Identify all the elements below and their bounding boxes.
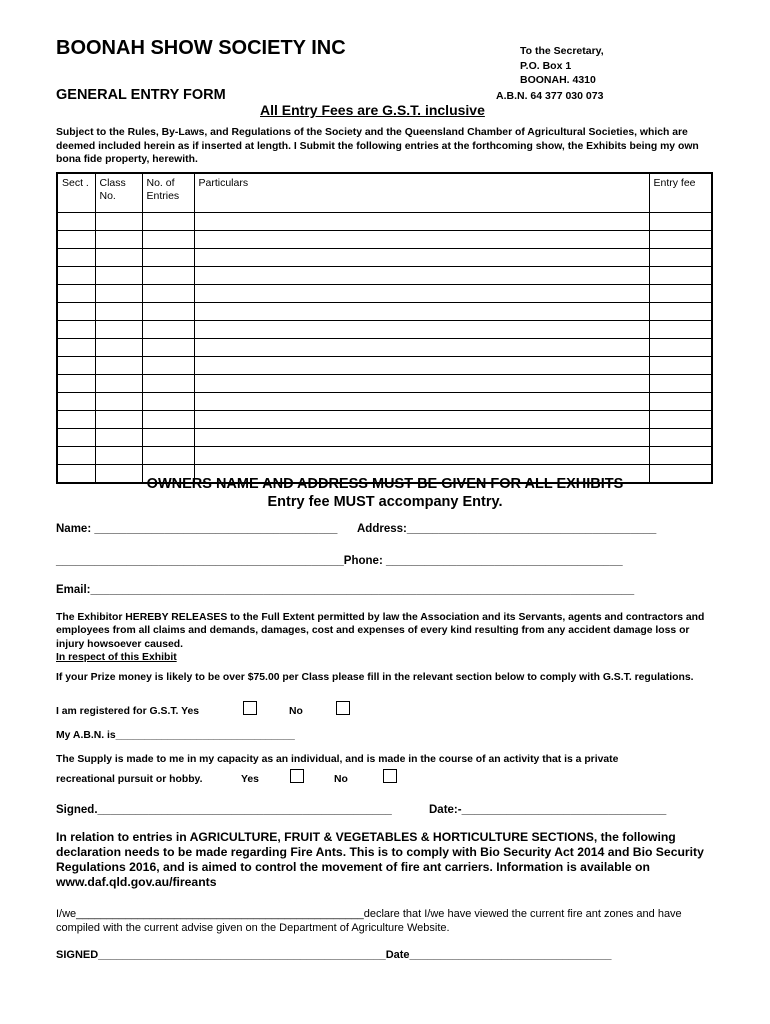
fees-note: All Entry Fees are G.S.T. inclusive: [260, 102, 485, 118]
entry-cell[interactable]: [57, 249, 95, 267]
po-box-line: P.O. Box 1: [520, 60, 572, 72]
owners-notice: OWNERS NAME AND ADDRESS MUST BE GIVEN FOR ALL EXHIBITS: [146, 476, 624, 492]
entry-cell[interactable]: [142, 411, 194, 429]
entry-cell[interactable]: [142, 321, 194, 339]
release-paragraph: [56, 611, 716, 664]
entry-cell[interactable]: [194, 321, 649, 339]
entry-cell[interactable]: [95, 375, 142, 393]
table-row: [57, 447, 712, 465]
entry-cell[interactable]: [95, 393, 142, 411]
supply-text: The Supply is made to me in my capacity as an individual, and is made in the course of an activity that is a private: [56, 754, 619, 765]
entry-cell[interactable]: [194, 267, 649, 285]
entry-cell[interactable]: [57, 285, 95, 303]
col-particulars: Particulars: [194, 173, 649, 213]
entry-cell[interactable]: [95, 411, 142, 429]
entry-cell[interactable]: [142, 249, 194, 267]
entry-cell[interactable]: [57, 321, 95, 339]
entry-cell[interactable]: [142, 357, 194, 375]
entry-cell[interactable]: [142, 231, 194, 249]
entry-cell[interactable]: [95, 231, 142, 249]
abn-field[interactable]: My A.B.N. is_______________________________: [56, 730, 295, 741]
entry-cell[interactable]: [95, 447, 142, 465]
entry-cell[interactable]: [57, 411, 95, 429]
entry-cell[interactable]: [649, 321, 712, 339]
table-row: [57, 357, 712, 375]
address-field[interactable]: Address:_______________________________________: [357, 523, 657, 535]
entry-cell[interactable]: [194, 429, 649, 447]
entry-cell[interactable]: [142, 303, 194, 321]
entry-cell[interactable]: [194, 357, 649, 375]
entry-cell[interactable]: [57, 303, 95, 321]
entry-cell[interactable]: [194, 285, 649, 303]
entry-cell[interactable]: [95, 357, 142, 375]
entry-cell[interactable]: [142, 285, 194, 303]
entry-cell[interactable]: [142, 267, 194, 285]
entry-cell[interactable]: [649, 285, 712, 303]
entry-cell[interactable]: [142, 375, 194, 393]
entry-cell[interactable]: [649, 339, 712, 357]
table-row: [57, 393, 712, 411]
gst-yes-checkbox[interactable]: [243, 701, 257, 715]
entries-table: [56, 172, 713, 484]
entry-cell[interactable]: [194, 231, 649, 249]
entry-cell[interactable]: [95, 213, 142, 231]
entry-cell[interactable]: [649, 411, 712, 429]
abn-number: A.B.N. 64 377 030 073: [496, 90, 604, 102]
town-line: BOONAH. 4310: [520, 74, 596, 86]
form-title: BOONAH SHOW SOCIETY INC: [56, 37, 346, 59]
recreational-label: recreational pursuit or hobby.: [56, 774, 203, 785]
table-row: [57, 375, 712, 393]
entry-cell[interactable]: [57, 231, 95, 249]
entry-cell[interactable]: [142, 429, 194, 447]
entry-cell[interactable]: [95, 267, 142, 285]
entry-cell[interactable]: [142, 339, 194, 357]
entry-cell[interactable]: [57, 357, 95, 375]
entry-cell[interactable]: [194, 339, 649, 357]
col-entries: No. of Entries: [142, 173, 194, 213]
col-entry-fee: Entry fee: [649, 173, 712, 213]
entry-cell[interactable]: [57, 429, 95, 447]
entry-cell[interactable]: [194, 375, 649, 393]
entry-cell[interactable]: [649, 303, 712, 321]
table-row: [57, 213, 712, 231]
entry-cell[interactable]: [142, 447, 194, 465]
table-header-row: [57, 173, 712, 213]
entry-cell[interactable]: [649, 393, 712, 411]
entry-cell[interactable]: [57, 447, 95, 465]
hobby-yes-checkbox[interactable]: [290, 769, 304, 783]
entry-cell[interactable]: [649, 429, 712, 447]
entry-cell[interactable]: [57, 375, 95, 393]
table-row: [57, 411, 712, 429]
table-row: [57, 285, 712, 303]
entry-cell[interactable]: [649, 267, 712, 285]
col-class: Class No.: [95, 173, 142, 213]
entry-cell[interactable]: [194, 213, 649, 231]
intro-paragraph: Subject to the Rules, By-Laws, and Regulations of the Society and the Queensland Chamber of Agricultural Societies, which are deemed included herein as if inserted at length. I Submit the following entries at the forthcoming show, the Exhibits being my own bona fide property, herewith.: [56, 127, 699, 165]
gst-no-checkbox[interactable]: [336, 701, 350, 715]
signed-field[interactable]: Signed.______________________________________________: [56, 804, 392, 816]
address-phone-field[interactable]: _____________________________________________Phone: _____________________________________: [56, 555, 623, 567]
fire-ants-signed-field[interactable]: SIGNED_______________________________________________Date_________________________________: [56, 949, 612, 961]
entry-cell[interactable]: [57, 267, 95, 285]
table-row: [57, 267, 712, 285]
entry-cell[interactable]: [649, 357, 712, 375]
table-row: [57, 231, 712, 249]
email-field[interactable]: Email:_____________________________________________________________________________________: [56, 584, 635, 596]
hobby-yes-label: Yes: [241, 774, 259, 785]
entry-cell[interactable]: [95, 321, 142, 339]
entry-cell[interactable]: [649, 213, 712, 231]
secretary-line: To the Secretary,: [520, 45, 604, 57]
entry-cell[interactable]: [649, 249, 712, 267]
entry-cell[interactable]: [194, 411, 649, 429]
fire-ants-declaration: In relation to entries in AGRICULTURE, FRUIT & VEGETABLES & HORTICULTURE SECTIONS, the following declaration needs to be made regarding Fire Ants. This is to comply with Bio Security Act 2014 and Bio Security Regulations 2016, and is aimed to control the movement of fire ant carriers. Information is available on www.daf.qld.gov.au/fireants: [56, 830, 704, 889]
entry-cell[interactable]: [194, 393, 649, 411]
entry-cell[interactable]: [649, 375, 712, 393]
table-row: [57, 321, 712, 339]
table-row: [57, 249, 712, 267]
table-row: [57, 429, 712, 447]
entry-cell[interactable]: [57, 393, 95, 411]
gst-no-label: No: [289, 706, 303, 717]
entry-cell[interactable]: [95, 339, 142, 357]
col-sect: Sect .: [57, 173, 95, 213]
respect-exhibit: In respect of this Exhibit: [56, 651, 177, 663]
prize-note: If your Prize money is likely to be over $75.00 per Class please fill in the relevant section below to comply with G.S.T. regulations.: [56, 672, 694, 683]
entry-cell[interactable]: [95, 285, 142, 303]
gst-registered-label: I am registered for G.S.T. Yes: [56, 706, 200, 717]
date-field[interactable]: Date:-________________________________: [429, 804, 667, 816]
fire-ants-iwe-field[interactable]: I/we_______________________________________________declare that I/we have viewed the current fire ant zones and have compiled with the current advise given on the Department of Agriculture Website.: [56, 908, 682, 934]
entry-cell[interactable]: [57, 213, 95, 231]
entry-cell[interactable]: [95, 249, 142, 267]
name-field[interactable]: Name: ______________________________________: [56, 523, 338, 535]
entry-cell[interactable]: [57, 339, 95, 357]
entry-cell[interactable]: [95, 429, 142, 447]
entry-cell[interactable]: [194, 447, 649, 465]
entry-cell[interactable]: [95, 303, 142, 321]
hobby-no-label: No: [334, 774, 348, 785]
entry-cell[interactable]: [649, 447, 712, 465]
table-row: [57, 303, 712, 321]
release-text: The Exhibitor HEREBY RELEASES to the Full Extent permitted by law the Association and its Servants, agents and contractors and employees from all claims and demands, damages, cost and expenses of every kind resulting from any accident damage loss or injury howsoever caused.: [56, 612, 705, 650]
entry-cell[interactable]: [194, 303, 649, 321]
fee-notice: Entry fee MUST accompany Entry.: [267, 494, 503, 510]
entry-cell[interactable]: [194, 249, 649, 267]
entry-cell[interactable]: [142, 393, 194, 411]
entry-cell[interactable]: [142, 213, 194, 231]
table-row: [57, 339, 712, 357]
form-subtitle: GENERAL ENTRY FORM: [56, 87, 226, 103]
entry-cell[interactable]: [649, 231, 712, 249]
hobby-no-checkbox[interactable]: [383, 769, 397, 783]
